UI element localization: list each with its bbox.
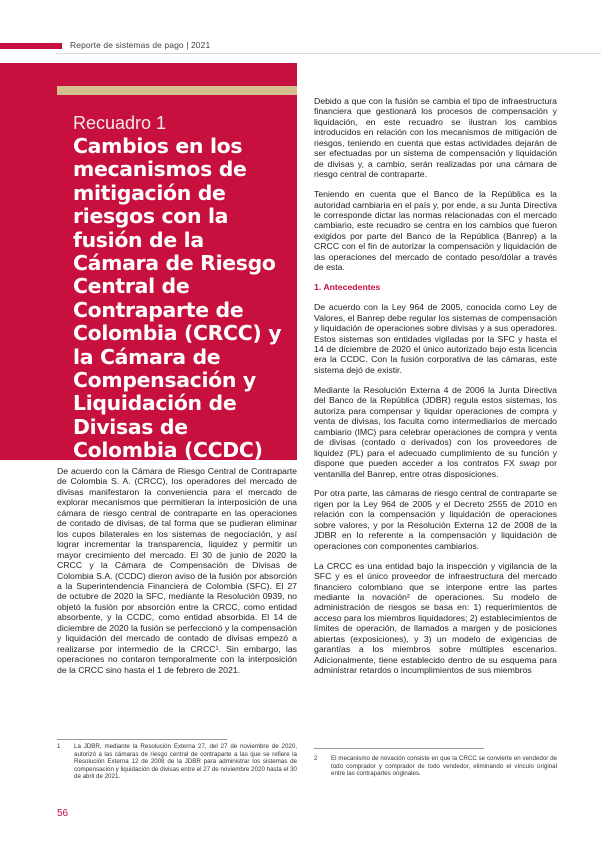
box-title: Cambios en los mecanismos de mitigación de riesgos con la fusión de la Cámara de Riesgo Central de Contraparte de Colombia (CRCC) y la Cámara de Compensación y Liquidación de Divisas de Colombia (CCDC) [73,134,282,463]
paragraph: Por otra parte, las cámaras de riesgo central de contraparte se rigen por la Ley 964 de 2005 y el Decreto 2555 de 2010 en relación con la compensación y liquidación de operaciones sobre valores, y por la Resolución Externa 12 de 2008 de la JDBR en lo referente a la compensación y liquidación de operaciones con componentes cambiarios. [314,488,557,551]
box-kicker: Recuadro 1 [73,113,167,133]
text-run: por ventanilla del Banrep, entre otras disposiciones. [314,458,557,479]
header-accent-bar [0,43,62,49]
right-column [314,96,557,685]
text-run: Mediante la Resolución Externa 4 de 2006 la Junta Directiva del Banco de la República (JDBR) regula estos sistemas, los autoriza para compensar y liquidar operaciones de compra y venta de divisas, los faculta como intermediarios de mercado cambiario (IMC) para celebrar operaciones de compra y venta de divisas (contado o derivados) con los proveedores de liquidez (PL) para el adecuado cumplimiento de su función y dispone que pueden acceder a los contratos FX [314,384,557,469]
footnote-text: El mecanismo de novación consiste en que la CRCC se convierte en vendedor de todo comprador y comprador de todo vendedor, eliminando el vínculo original entre las contrapartes originales. [331,755,557,778]
paragraph: De acuerdo con la Ley 964 de 2005, conocida como Ley de Valores, el Banrep debe regular los sistemas de compensación y liquidación de operaciones sobre divisas y a sus operadores. Estos sistemas son entidades vigiladas por la SFC y hasta el 14 de diciembre de 2020 el único autorizado bajo esta licencia era la CCDC. Con la fusión corporativa de las cámaras, este sistema dejó de existir. [314,302,557,375]
box-gold-rule [57,86,297,95]
footnote-number: 1 [57,743,61,750]
section-heading: 1. Antecedentes [314,282,381,293]
paragraph: La CRCC es una entidad bajo la inspección y vigilancia de la SFC y es el único proveedor de infraestructura del mercado financiero colombiano que se interpone entre las partes mediante la novación² de operaciones. Su modelo de administración de riesgos se basa en: 1) requerimientos de acceso para los miembros liquidadores; 2) establecimientos de límites de operación, de llamados a margen y de posiciones abiertas (exposiciones), y 3) un modelo de exigencias de garantías a los miembros sobre múltiples escenarios. Adicionalmente, tiene establecido dentro de su esquema para administrar retardos o incumplimientos de sus miembros [314,560,557,676]
page-number: 56 [57,808,69,819]
paragraph: Debido a que con la fusión se cambia el tipo de infraestructura financiera que gestionará los procesos de compensación y liquidación, en este recuadro se ilustran los cambios introducidos en relación con los mecanismos de mitigación de riesgos, teniendo en cuenta que estas actividades dejarán de ser efectuadas por un sistema de compensación y liquidación de divisas y, a cambio, serán realizadas por una cámara de riesgo central de contraparte. [314,96,557,180]
paragraph: De acuerdo con la Cámara de Riesgo Central de Contraparte de Colombia S. A. (CRCC), los operadores del mercado de divisas manifestaron la conveniencia para el mercado de explorar mecanismos que permitieran la interposición de una cámara de riesgo central de contraparte en las operaciones de contado de divisas, de tal forma que se pudieran eliminar los cupos bilaterales en los sistemas de negociación, y así lograr incrementar la transparencia, liquidez y permitir un mayor crecimiento del mercado. El 30 de junio de 2020 la CRCC y la Cámara de Compensación de Divisas de Colombia S.A. (CCDC) dieron aviso de la fusión por absorción a la Superintendencia Financiera de Colombia (SFC). El 27 de octubre de 2020 la SFC, mediante la Resolución 0939, no objetó la fusión por absorción entre la CRCC, como entidad absorbente, y la CCDC, como entidad absorbida. El 14 de diciembre de 2020 la fusión se perfeccionó y la compensación y liquidación del mercado de contado de divisas empezó a realizarse por intermedio de la CRCC¹. Sin embargo, las operaciones no contaron temporalmente con la interposición de la CRCC sino hasta el 1 de febrero de 2021. [57,466,297,675]
emphasis-swap: swap [519,458,540,469]
paragraph-resolucion [314,385,557,479]
footnote-number: 2 [314,755,318,762]
footnote-divider [314,748,484,749]
header-divider [56,53,601,54]
footnote-divider [57,739,227,740]
running-header: Reporte de sistemas de pago | 2021 [70,40,211,50]
paragraph: Teniendo en cuenta que el Banco de la República es la autoridad cambiaria en el país y, por ende, a su Junta Directiva le corresponde dictar las normas relacionadas con el mercado cambiario, este recuadro se centra en los cambios que fueron exigidos por parte del Banco de la República (Banrep) a la CRCC con el fin de autorizar la compensación y liquidación de las operaciones del mercado de contado peso/dólar a través de esta. [314,189,557,273]
left-column [57,466,297,685]
footnote-text: La JDBR, mediante la Resolución Externa 27, del 27 de noviembre de 2020, autorizó a las cámaras de riesgo central de contraparte a las que se refiere la Resolución Externa 12 de 2008 de la JDBR para administrar los sistemas de compensación y liquidación de divisas entre el 27 de noviembre 2020 hasta el 30 de abril de 2021. [74,743,297,781]
